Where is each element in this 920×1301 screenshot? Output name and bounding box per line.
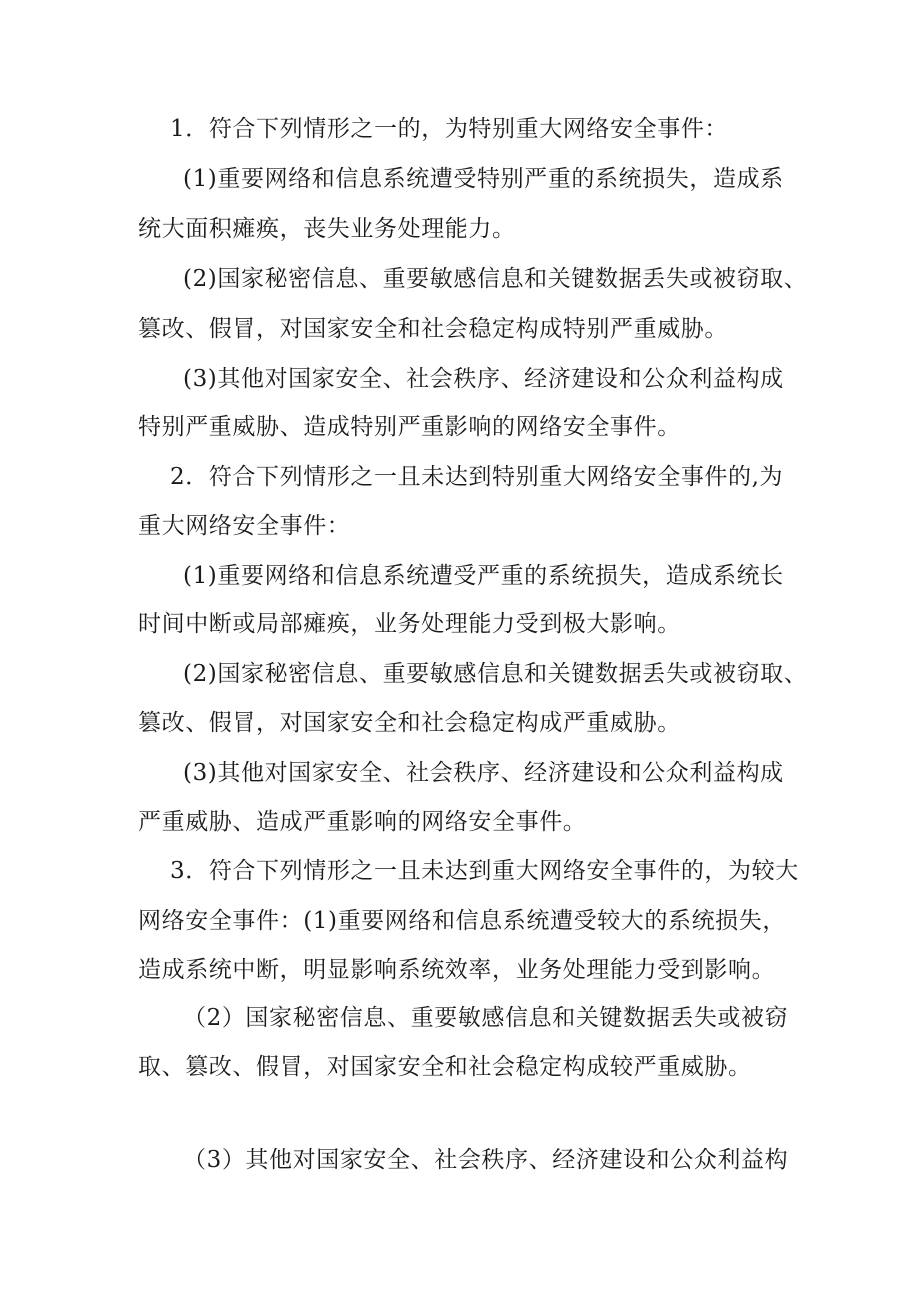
text-line: 统大面积瘫痪，丧失业务处理能力。 bbox=[138, 216, 516, 242]
text-line: 篡改、假冒，对国家安全和社会稳定构成严重威胁。 bbox=[138, 710, 681, 736]
text-line: (2)国家秘密信息、重要敏感信息和关键数据丢失或被窃取、 bbox=[183, 266, 808, 292]
text-line: （2）国家秘密信息、重要敏感信息和关键数据丢失或被窃 bbox=[183, 1005, 789, 1031]
text-line: 重大网络安全事件： bbox=[138, 513, 351, 539]
text-line: 严重威胁、造成严重影响的网络安全事件。 bbox=[138, 809, 587, 835]
text-line: (1)重要网络和信息系统遭受严重的系统损失，造成系统长 bbox=[183, 563, 784, 589]
text-line: 网络安全事件：(1)重要网络和信息系统遭受较大的系统损失， bbox=[138, 908, 786, 934]
text-line: (1)重要网络和信息系统遭受特别严重的系统损失，造成系 bbox=[183, 166, 784, 192]
text-line: 取、篡改、假冒，对国家安全和社会稳定构成较严重威胁。 bbox=[138, 1054, 752, 1080]
text-line: 2．符合下列情形之一且未达到特别重大网络安全事件的,为 bbox=[170, 464, 784, 490]
text-line: (2)国家秘密信息、重要敏感信息和关键数据丢失或被窃取、 bbox=[183, 661, 808, 687]
text-line: 3．符合下列情形之一且未达到重大网络安全事件的，为较大 bbox=[170, 858, 799, 884]
text-line: 造成系统中断，明显影响系统效率，业务处理能力受到影响。 bbox=[138, 957, 776, 983]
text-line: 篡改、假冒，对国家安全和社会稳定构成特别严重威胁。 bbox=[138, 316, 728, 342]
text-line: 时间中断或局部瘫痪，业务处理能力受到极大影响。 bbox=[138, 611, 681, 637]
text-line: (3)其他对国家安全、社会秩序、经济建设和公众利益构成 bbox=[183, 366, 784, 392]
text-line: （3）其他对国家安全、社会秩序、经济建设和公众利益构 bbox=[183, 1147, 789, 1173]
text-line: (3)其他对国家安全、社会秩序、经济建设和公众利益构成 bbox=[183, 760, 784, 786]
text-line: 1．符合下列情形之一的，为特别重大网络安全事件： bbox=[170, 116, 729, 142]
text-line: 特别严重威胁、造成特别严重影响的网络安全事件。 bbox=[138, 414, 681, 440]
